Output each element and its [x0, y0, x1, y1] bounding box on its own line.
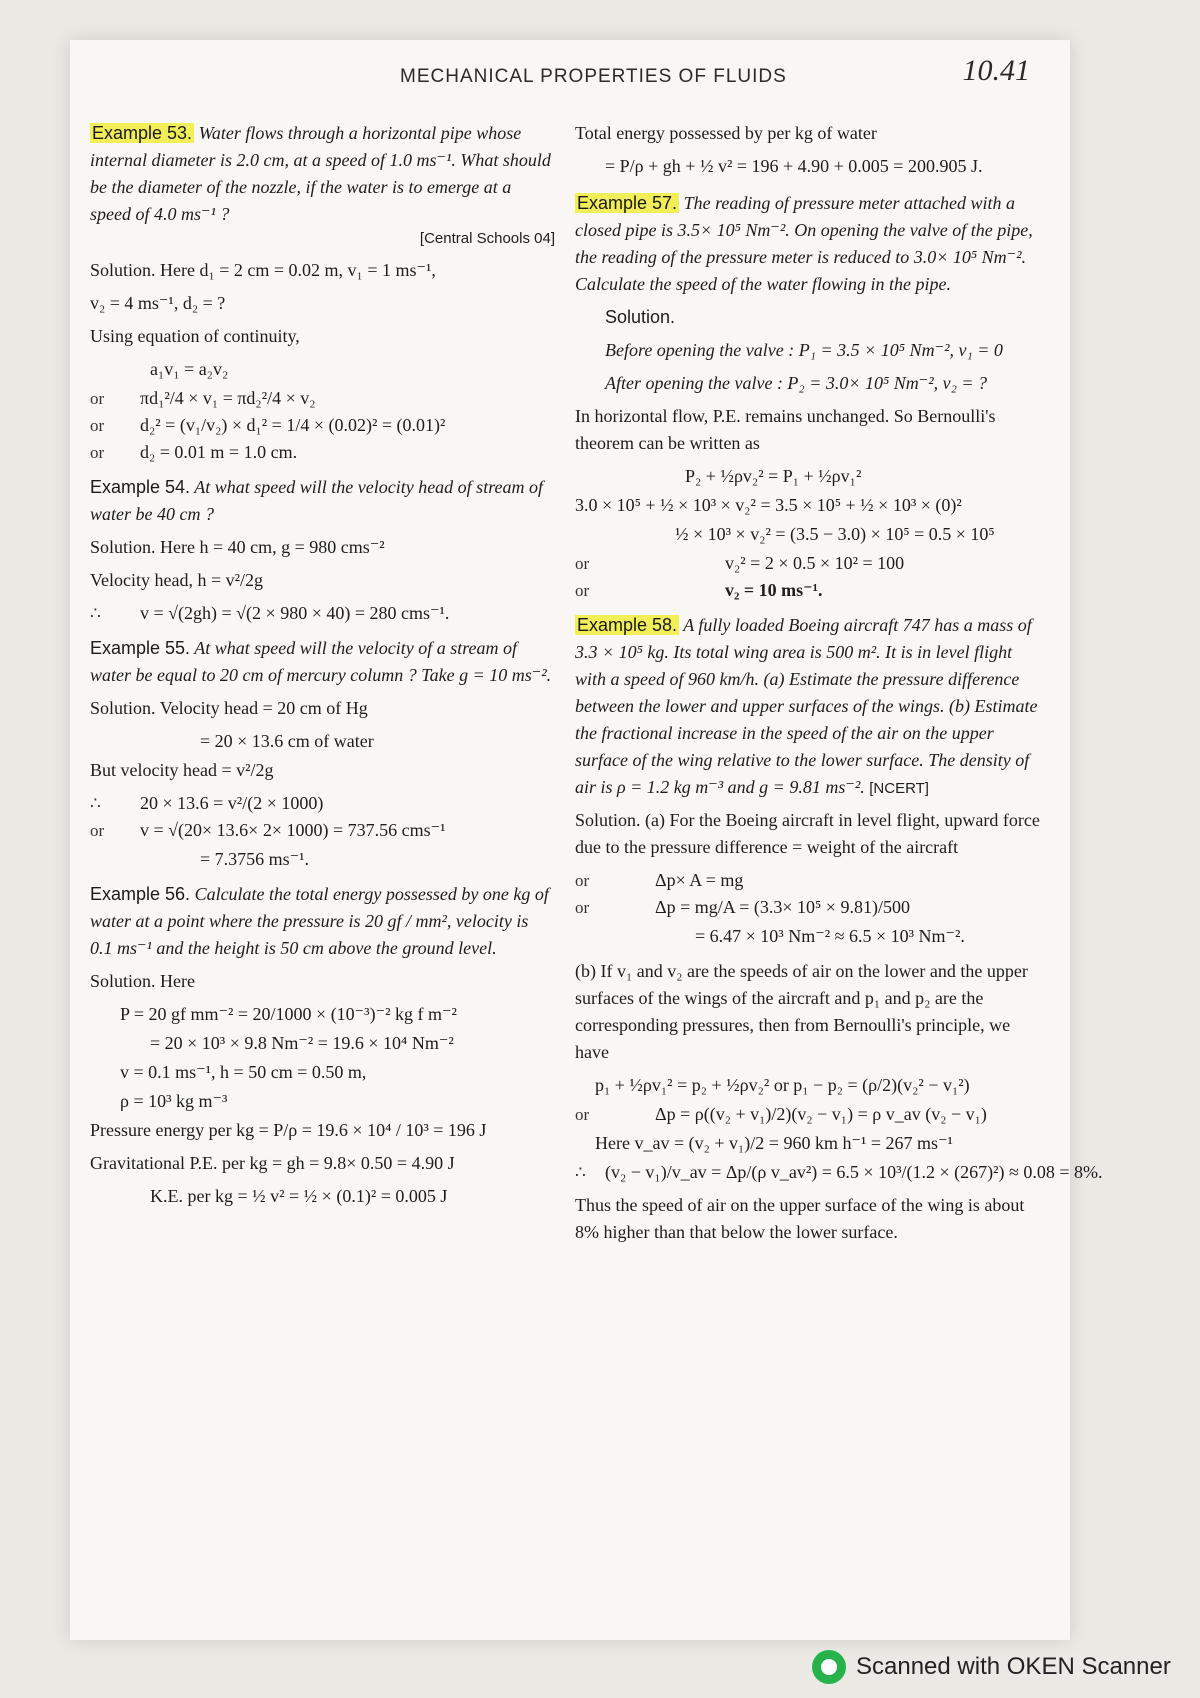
therefore-symbol: ∴ [90, 793, 101, 813]
example-55 [90, 635, 555, 689]
ex58-sol2: (b) If v₁ and v₂ are the speeds of air on the lower and the upper surfaces of the wings of the aircraft and p₁ and p₂ are the corresponding pressures, then from Bernoulli's principle, we have [575, 961, 1028, 1062]
ex56-line3: K.E. per kg = ½ v² = ½ × (0.1)² = 0.005 J [150, 1185, 448, 1206]
ex53-eq3: d₂² = (v₁/v₂) × d₁² = 1/4 × (0.02)² = (0.01)² [140, 414, 446, 435]
ex53-sol3: Using equation of continuity, [90, 325, 300, 346]
right-column [575, 120, 1103, 1252]
or-word: or [90, 388, 105, 408]
ex57-l3: In horizontal flow, P.E. remains unchanged. So Bernoulli's theorem can be written as [575, 406, 996, 453]
example-54-label: Example 54. [90, 476, 191, 497]
scanner-text: Scanned with OKEN Scanner [856, 1653, 1171, 1680]
ex56-line2: Gravitational P.E. per kg = gh = 9.8× 0.50 = 4.90 J [90, 1152, 455, 1173]
example-57 [575, 190, 1040, 298]
ex55-eq3: v = √(20× 13.6× 2× 1000) = 737.56 cms⁻¹ [140, 819, 446, 840]
ex56-eq1: P = 20 gf mm⁻² = 20/1000 × (10⁻³)⁻² kg f m⁻² [120, 1003, 457, 1024]
ex56-eq2: = 20 × 10³ × 9.8 Nm⁻² = 19.6 × 10⁴ Nm⁻² [150, 1032, 454, 1053]
example-56-label: Example 56. [90, 883, 191, 904]
ex58-conclusion: Thus the speed of air on the upper surface of the wing is about 8% higher than that below the lower surface. [575, 1195, 1025, 1242]
or-word: or [575, 581, 590, 600]
scanner-logo-icon [812, 1650, 846, 1684]
ex58-sol1: Solution. (a) For the Boeing aircraft in level flight, upward force due to the pressure difference = weight of the aircraft [575, 810, 1040, 857]
example-58-label: Example 58. [577, 615, 678, 635]
or-word: or [575, 898, 590, 917]
example-56 [90, 881, 555, 962]
or-word: or [90, 820, 105, 840]
example-57-label: Example 57. [577, 193, 678, 213]
ex58-eq4: p₁ + ½ρv₁² = p₂ + ½ρv₂² or p₁ − p₂ = (ρ/2)(v₂² − v₁²) [595, 1075, 970, 1095]
scanner-watermark [812, 1650, 1171, 1684]
ex58-eq1: Δp× A = mg [655, 870, 744, 890]
example-56-text: Calculate the total energy possessed by one kg of water at a point where the pressure is 20 gf / mm², velocity is 0.1 ms⁻¹ and the height is 50 cm above the ground level. [90, 883, 549, 958]
ex53-eq2: πd₁²/4 × v₁ = πd₂²/4 × v₂ [140, 387, 316, 408]
therefore-symbol: ∴ [575, 1163, 586, 1182]
ex56-eq3: v = 0.1 ms⁻¹, h = 50 cm = 0.50 m, [120, 1061, 367, 1082]
or-word: or [575, 1105, 590, 1124]
document-page [70, 40, 1103, 1640]
ex57-l1: Before opening the valve : P₁ = 3.5 × 10⁵ Nm⁻², v₁ = 0 [605, 340, 1003, 360]
ex53-sol1: Solution. Here d₁ = 2 cm = 0.02 m, v₁ = 1 ms⁻¹, [90, 259, 436, 280]
example-53-label: Example 53. [92, 123, 193, 143]
or-word: or [90, 415, 105, 435]
ex53-sol2: v₂ = 4 ms⁻¹, d₂ = ? [90, 292, 226, 313]
example-58 [575, 612, 1040, 801]
ex57-sol: Solution. [605, 307, 676, 327]
ex56-sol1: Solution. Here [90, 970, 195, 991]
ex54-sol2: Velocity head, h = v²/2g [90, 569, 264, 590]
example-55-label: Example 55. [90, 637, 191, 658]
ex57-eq3: ½ × 10³ × v₂² = (3.5 − 3.0) × 10⁵ = 0.5 × 10⁵ [675, 524, 995, 544]
example-53-source: [Central Schools 04] [419, 230, 555, 247]
ex58-eq7: (v₂ − v₁)/v_av = Δp/(ρ v_av²) = 6.5 × 10³/(1.2 × (267)²) ≈ 0.08 = 8%. [605, 1162, 1103, 1182]
ex58-eq2: Δp = mg/A = (3.3× 10⁵ × 9.81)/500 [655, 897, 910, 917]
ex54-eq1: v = √(2gh) = √(2 × 980 × 40) = 280 cms⁻¹. [140, 602, 450, 623]
therefore-symbol: ∴ [90, 603, 101, 623]
or-word: or [575, 871, 590, 890]
ex55-eq4: = 7.3756 ms⁻¹. [200, 848, 310, 869]
ex57-l2: After opening the valve : P₂ = 3.0× 10⁵ Nm⁻², v₂ = ? [605, 373, 988, 393]
example-58-text: A fully loaded Boeing aircraft 747 has a mass of 3.3 × 10⁵ kg. Its total wing area is 500 m². It is in level flight with a speed of 960 km/h. (a) Estimate the pressure difference between the lower and upper surfaces of the wings. (b) Estimate the fractional increase in the speed of the air on the upper surface of the wing relative to the lower surface. The density of air is ρ = 1.2 kg m⁻³ and g = 9.81 ms⁻². [575, 615, 1038, 797]
ex55-eq1: = 20 × 13.6 cm of water [200, 730, 374, 751]
ex57-eq5: v₂ = 10 ms⁻¹. [725, 580, 823, 600]
ex58-eq5: Δp = ρ((v₂ + v₁)/2)(v₂ − v₁) = ρ v_av (v₂ − v₁) [655, 1104, 987, 1124]
ex55-sol2: But velocity head = v²/2g [90, 759, 274, 780]
ex57-eq1: P₂ + ½ρv₂² = P₁ + ½ρv₁² [685, 466, 862, 486]
example-58-source: [NCERT] [869, 780, 929, 797]
ex54-sol1: Solution. Here h = 40 cm, g = 980 cms⁻² [90, 536, 385, 557]
ex57-eq4: v₂² = 2 × 0.5 × 10² = 100 [725, 553, 905, 573]
ex53-eq1: a₁v₁ = a₂v₂ [150, 358, 229, 379]
ex57-eq2: 3.0 × 10⁵ + ½ × 10³ × v₂² = 3.5 × 10⁵ + ½ × 10³ × (0)² [575, 495, 962, 515]
or-word: or [575, 554, 590, 573]
example-54 [90, 474, 555, 528]
example-55-text: At what speed will the velocity of a stream of water be equal to 20 cm of mercury column ? Take g = 10 ms⁻². [90, 637, 552, 685]
ex58-eq3: = 6.47 × 10³ Nm⁻² ≈ 6.5 × 10³ Nm⁻². [695, 926, 965, 946]
page-number: 10.41 [962, 54, 1030, 87]
ex55-sol1: Solution. Velocity head = 20 cm of Hg [90, 697, 368, 718]
ex56-total-energy: Total energy possessed by per kg of water [575, 123, 877, 143]
ex58-eq6: Here v_av = (v₂ + v₁)/2 = 960 km h⁻¹ = 267 ms⁻¹ [595, 1133, 953, 1153]
or-word: or [90, 442, 105, 462]
left-column [90, 120, 555, 1216]
example-54-text: At what speed will the velocity head of stream of water be 40 cm ? [90, 476, 544, 524]
ex55-eq2: 20 × 13.6 = v²/(2 × 1000) [140, 792, 324, 813]
example-53 [90, 120, 555, 251]
page-header: MECHANICAL PROPERTIES OF FLUIDS [400, 66, 787, 87]
ex56-eq4: ρ = 10³ kg m⁻³ [120, 1090, 228, 1111]
ex53-eq4: d₂ = 0.01 m = 1.0 cm. [140, 441, 298, 462]
ex56-total-eq: = P/ρ + gh + ½ v² = 196 + 4.90 + 0.005 = 200.905 J. [605, 156, 983, 176]
example-57-text: The reading of pressure meter attached with a closed pipe is 3.5× 10⁵ Nm⁻². On opening the valve of the pipe, the reading of the pressure meter is reduced to 3.0× 10⁵ Nm⁻². Calculate the speed of the water flowing in the pipe. [575, 193, 1033, 294]
example-53-text: Water flows through a horizontal pipe whose internal diameter is 2.0 cm, at a speed of 1.0 ms⁻¹. What should be the diameter of the nozzle, if the water is to emerge at a speed of 4.0 ms⁻¹ ? [90, 123, 551, 224]
ex56-line1: Pressure energy per kg = P/ρ = 19.6 × 10⁴ / 10³ = 196 J [90, 1119, 487, 1140]
